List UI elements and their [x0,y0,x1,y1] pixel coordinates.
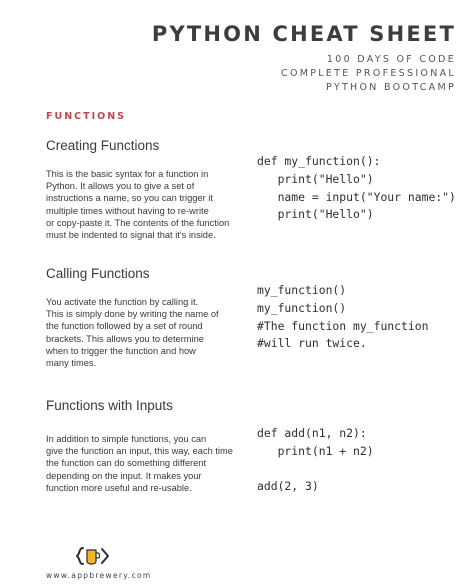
code-line: def add(n1, n2): [257,426,367,440]
code-line: add(2, 3) [257,479,319,494]
description-line: This is the basic syntax for a function in [46,169,209,179]
description-line: instructions a name, so you can trigger it [46,193,213,204]
subtitle-line: COMPLETE PROFESSIONAL [281,68,456,79]
page-title: PYTHON CHEAT SHEET [151,22,456,46]
heading-functions-with-inputs: Functions with Inputs [46,398,173,413]
description-line: In addition to simple functions, you can [46,434,207,444]
app-brewery-logo-icon [76,546,112,566]
heading-creating-functions: Creating Functions [46,138,160,153]
description-functions-with-inputs [46,433,258,494]
subtitle-line: 100 DAYS OF CODE [326,54,456,65]
description-line: many times. [46,358,97,369]
description-line: give the function an input, this way, each time [46,446,233,457]
description-line: multiple times without having to re-write [46,205,209,216]
code-calling-functions [257,282,428,353]
code-line: print("Hello") [257,171,374,186]
description-line: function more useful and re-usable. [46,482,192,493]
description-line: the function followed by a set of round [46,321,203,332]
description-line: This is simply done by writing the name of [46,309,219,320]
section-label: FUNCTIONS [46,111,127,122]
code-line: #will run twice. [257,336,367,351]
description-creating-functions [46,168,258,241]
code-line: print(n1 + n2) [257,443,374,458]
description-line: must be indented to signal that it's inside. [46,230,216,241]
code-line: def my_function(): [257,154,381,168]
description-line: Python. It allows you to give a set of [46,181,195,192]
description-line: when to trigger the function and how [46,345,196,356]
code-creating-functions [257,153,456,224]
code-line: my_function() [257,283,347,297]
heading-calling-functions: Calling Functions [46,266,150,281]
subtitle-line: PYTHON BOOTCAMP [326,82,456,93]
description-calling-functions [46,296,258,369]
code-line: name = input("Your name:") [257,189,456,204]
description-line: the function can do something different [46,458,207,469]
description-line: or copy-paste it. The contents of the function [46,217,230,228]
description-line: depending on the input. It makes your [46,470,202,481]
description-line: brackets. This allows you to determine [46,333,204,344]
code-line: my_function() [257,300,347,315]
description-line: You activate the function by calling it. [46,297,199,307]
code-line [257,461,374,479]
code-functions-with-inputs [257,425,374,496]
footer-url: www.appbrewery.com [46,571,152,580]
code-line: print("Hello") [257,207,374,222]
code-line: #The function my_function [257,318,429,333]
